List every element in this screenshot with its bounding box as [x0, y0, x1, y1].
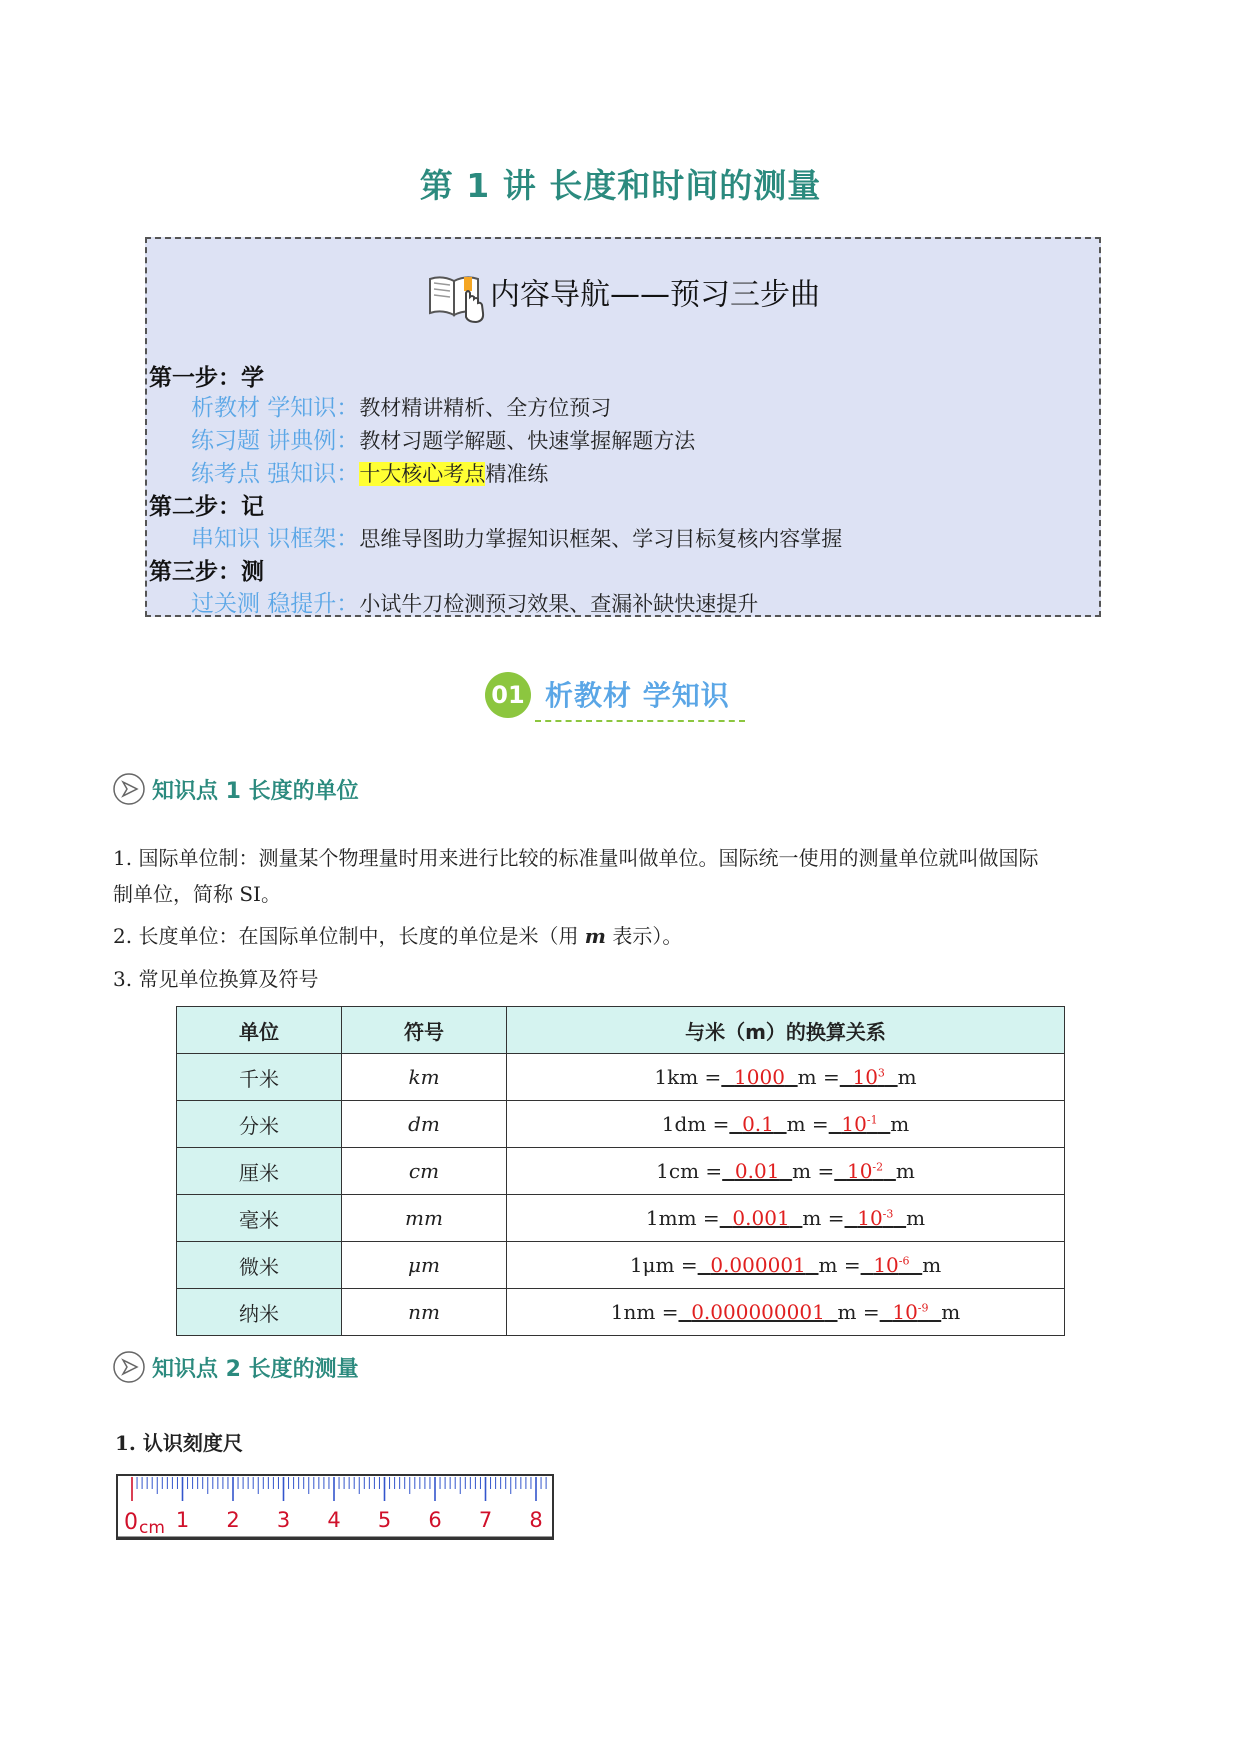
table-row: [177, 1101, 1065, 1148]
answer-1: [721, 1065, 797, 1089]
paragraph-2: [113, 918, 1133, 954]
section-badge: [485, 668, 765, 730]
answer-2: [880, 1300, 942, 1324]
answer-2-exponent: -2: [872, 1160, 884, 1174]
conversion-suffix: m: [897, 1065, 917, 1089]
conversion-mid: m =: [818, 1253, 861, 1277]
ruler-number-label: 6: [428, 1508, 442, 1532]
section-number: 01: [485, 672, 531, 718]
answer-2-base: 10: [852, 1065, 878, 1089]
answer-2: [834, 1159, 896, 1183]
answer-2-base: 10: [857, 1206, 883, 1230]
ruler-number-label: 4: [327, 1508, 341, 1532]
content-navigation-box: [145, 237, 1101, 617]
nav-item-1: [191, 389, 611, 422]
answer-2-exponent: 3: [877, 1066, 885, 1080]
arrow-circle-icon: [112, 772, 146, 806]
conversion-suffix: m: [922, 1253, 942, 1277]
paragraph-1a: 1. 国际单位制：测量某个物理量时用来进行比较的标准量叫做单位。国际统一使用的测量单位就叫做国际: [113, 846, 1039, 870]
table-row: [177, 1195, 1065, 1242]
answer-1-value: 0.01: [734, 1159, 780, 1183]
ruler-number-label: 7: [478, 1508, 493, 1532]
table-row: [177, 1242, 1065, 1289]
ruler-unit-label: cm: [139, 1518, 165, 1538]
conversion-mid: m =: [792, 1159, 835, 1183]
conversion-prefix: 1km =: [654, 1065, 722, 1089]
symbol-cell: dm: [342, 1101, 507, 1148]
ruler-number-label: 5: [377, 1508, 392, 1532]
knowledge-point-title: 知识点 1 长度的单位: [152, 779, 359, 804]
nav-item-value: 教材习题学解题、快速掌握解题方法: [359, 429, 696, 453]
answer-1: [729, 1112, 786, 1136]
knowledge-point-title: 知识点 2 长度的测量: [152, 1357, 359, 1382]
book-pointer-icon: [426, 269, 486, 323]
table-row: [177, 1148, 1065, 1195]
answer-2-exponent: -1: [866, 1113, 878, 1127]
paragraph-2-end: 表示）。: [605, 924, 683, 948]
conversion-mid: m =: [786, 1112, 829, 1136]
answer-1: [698, 1253, 819, 1277]
conversion-mid: m =: [797, 1065, 840, 1089]
answer-1: [720, 1206, 803, 1230]
nav-item-2: [191, 422, 695, 455]
conversion-cell: [507, 1054, 1065, 1101]
table-row: [177, 1054, 1065, 1101]
unit-cell: 微米: [177, 1242, 342, 1289]
answer-2-base: 10: [846, 1159, 873, 1183]
answer-1-value: 1000: [734, 1065, 785, 1089]
conversion-prefix: 1nm =: [610, 1300, 679, 1324]
page-title: 第 1 讲 长度和时间的测量: [419, 166, 822, 205]
unit-conversion-table: [176, 1006, 1065, 1336]
nav-item-key: 析教材 学知识：: [191, 395, 360, 421]
nav-item-5: [191, 585, 758, 618]
nav-item-3: [191, 455, 548, 488]
highlight-text: 十大核心考点: [359, 462, 486, 486]
answer-1-value: 0.000000001: [691, 1300, 825, 1324]
ruler-number-label: 1: [175, 1508, 190, 1532]
ruler-subheading: 1. 认识刻度尺: [115, 1431, 243, 1455]
nav-item-key: 练考点 强知识：: [191, 461, 360, 487]
nav-heading-text: 内容导航——预习三步曲: [490, 277, 820, 313]
unit-cell: 毫米: [177, 1195, 342, 1242]
answer-2: [861, 1253, 923, 1277]
meter-symbol: m: [584, 924, 606, 948]
nav-item-key: 过关测 稳提升：: [191, 591, 360, 617]
answer-1-value: 0.001: [732, 1206, 790, 1230]
symbol-cell: mm: [342, 1195, 507, 1242]
conversion-suffix: m: [941, 1300, 961, 1324]
conversion-cell: [507, 1289, 1065, 1336]
arrow-circle-icon: [112, 1350, 146, 1384]
conversion-prefix: 1μm =: [629, 1253, 698, 1277]
ruler-number-label: 8: [529, 1508, 543, 1532]
answer-2-base: 10: [892, 1300, 918, 1324]
ruler-number-label: 2: [226, 1508, 240, 1532]
conversion-cell: [507, 1242, 1065, 1289]
conversion-cell: [507, 1101, 1065, 1148]
unit-cell: 厘米: [177, 1148, 342, 1195]
symbol-cell: μm: [342, 1242, 507, 1289]
answer-2: [845, 1206, 907, 1230]
answer-2: [840, 1065, 898, 1089]
answer-2-base: 10: [873, 1253, 899, 1277]
ruler-zero-label: 0: [124, 1510, 138, 1535]
conversion-cell: [507, 1148, 1065, 1195]
paragraph-3: 3. 常见单位换算及符号: [113, 967, 319, 991]
answer-1: [678, 1300, 837, 1324]
symbol-cell: cm: [342, 1148, 507, 1195]
symbol-cell: nm: [342, 1289, 507, 1336]
header-unit: 单位: [177, 1007, 342, 1054]
conversion-prefix: 1dm =: [661, 1112, 730, 1136]
unit-cell: 纳米: [177, 1289, 342, 1336]
table-row: [177, 1289, 1065, 1336]
section-title: 析教材 学知识: [545, 679, 730, 712]
answer-2-base: 10: [841, 1112, 867, 1136]
conversion-suffix: m: [890, 1112, 910, 1136]
answer-1: [722, 1159, 792, 1183]
conversion-suffix: m: [906, 1206, 926, 1230]
nav-item-value: 小试牛刀检测预习效果、查漏补缺快速提升: [359, 592, 759, 616]
nav-item-key: 练习题 讲典例：: [191, 428, 360, 454]
nav-item-value: 精准练: [485, 462, 549, 486]
step-2-label: 第二步：记: [149, 493, 264, 520]
unit-cell: 分米: [177, 1101, 342, 1148]
nav-heading: [147, 269, 1099, 323]
symbol-cell: km: [342, 1054, 507, 1101]
conversion-prefix: 1mm =: [645, 1206, 720, 1230]
ruler-illustration: [116, 1474, 554, 1540]
answer-2: [829, 1112, 891, 1136]
conversion-suffix: m: [895, 1159, 915, 1183]
answer-1-value: 0.1: [742, 1112, 774, 1136]
conversion-prefix: 1cm =: [656, 1159, 723, 1183]
paragraph-2-start: 2. 长度单位：在国际单位制中，长度的单位是米（用: [113, 924, 585, 948]
conversion-mid: m =: [802, 1206, 845, 1230]
conversion-cell: [507, 1195, 1065, 1242]
answer-2-exponent: -3: [882, 1207, 894, 1221]
nav-item-value: 教材精讲精析、全方位预习: [359, 396, 612, 420]
nav-item-value: 思维导图助力掌握知识框架、学习目标复核内容掌握: [359, 527, 843, 551]
ruler-number-label: 3: [276, 1508, 291, 1532]
nav-item-key: 串知识 识框架：: [191, 526, 360, 552]
unit-cell: 千米: [177, 1054, 342, 1101]
answer-1-value: 0.000001: [710, 1253, 806, 1277]
nav-item-4: [191, 520, 842, 553]
table-header-row: [177, 1007, 1065, 1054]
answer-2-exponent: -9: [917, 1301, 929, 1315]
section-underline: [535, 720, 745, 722]
step-3-label: 第三步：测: [149, 558, 264, 585]
conversion-mid: m =: [837, 1300, 880, 1324]
header-conversion: 与米（m）的换算关系: [507, 1007, 1065, 1054]
answer-2-exponent: -6: [898, 1254, 910, 1268]
header-symbol: 符号: [342, 1007, 507, 1054]
paragraph-1b: 制单位，简称 SI。: [113, 882, 281, 906]
step-1-label: 第一步：学: [149, 364, 264, 391]
